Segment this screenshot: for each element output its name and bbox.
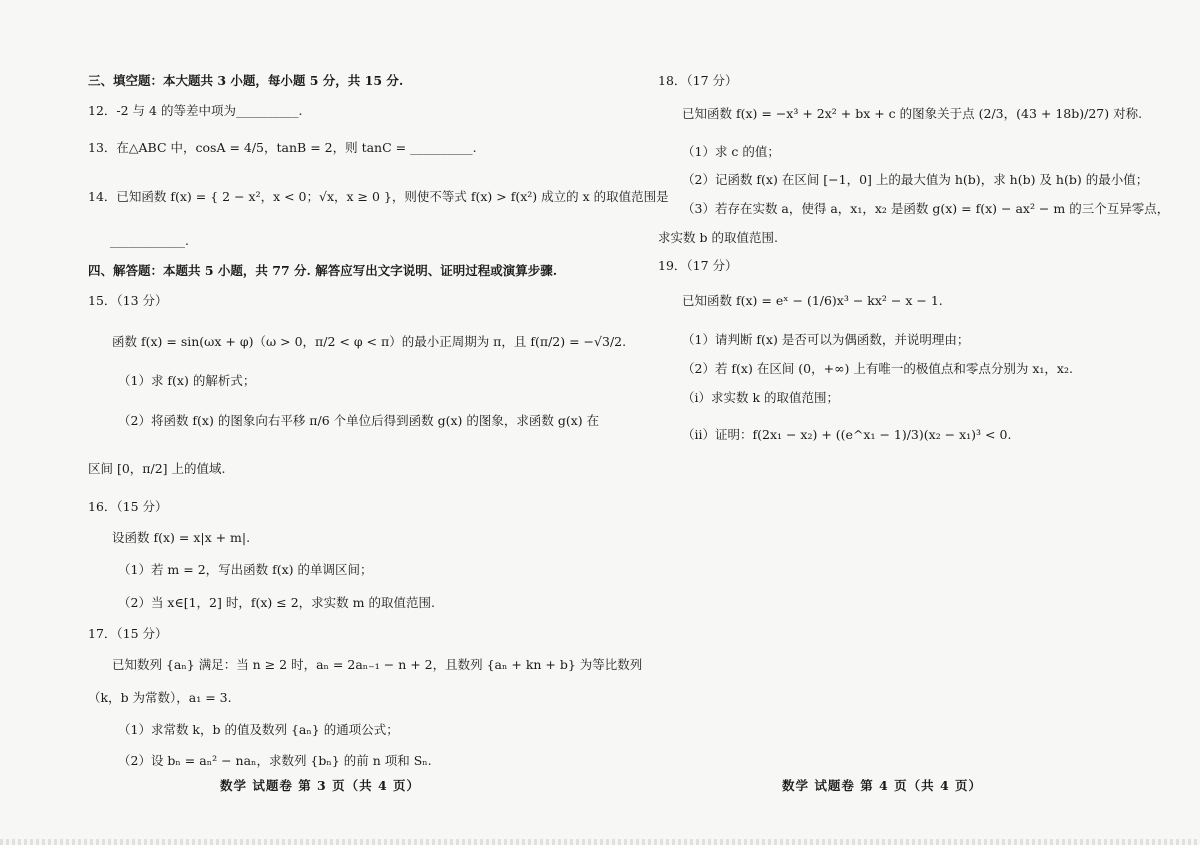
page-4-line: （i）求实数 k 的取值范围； xyxy=(682,390,840,405)
page-4-line: （1）求 c 的值； xyxy=(682,144,780,159)
page-4-line: 已知函数 f(x) = eˣ − (1/6)x³ − kx² − x − 1. xyxy=(682,293,943,308)
page-3-line: 三、填空题：本大题共 3 小题，每小题 5 分，共 15 分. xyxy=(88,73,404,88)
page-4-line: 求实数 b 的取值范围. xyxy=(658,230,778,245)
page-3-line: （2）设 bₙ = aₙ² − naₙ，求数列 {bₙ} 的前 n 项和 Sₙ. xyxy=(118,753,432,768)
page-3-line: （k，b 为常数），a₁ = 3. xyxy=(88,690,232,705)
page-4-footer: 数学 试题卷 第 4 页（共 4 页） xyxy=(782,778,983,793)
page-4-line: 已知函数 f(x) = −x³ + 2x² + bx + c 的图象关于点 (2/3，(43 + 18b)/27) 对称. xyxy=(682,106,1143,121)
page-3-line: 13．在△ABC 中，cosA = 4/5，tanB = 2，则 tanC = __________. xyxy=(88,140,477,155)
page-3-line: 15．（13 分） xyxy=(88,293,168,308)
page-3-line: 14．已知函数 f(x) = { 2 − x²，x < 0；√x，x ≥ 0 }，则使不等式 f(x) > f(x²) 成立的 x 的取值范围是 xyxy=(88,189,669,204)
page-3-line: 设函数 f(x) = x|x + m|. xyxy=(112,530,251,545)
page-3-line: 四、解答题：本题共 5 小题，共 77 分. 解答应写出文字说明、证明过程或演算步骤. xyxy=(88,263,558,278)
scan-edge-artifact xyxy=(0,839,1200,845)
page-3-line: 17．（15 分） xyxy=(88,626,168,641)
page-4-line: （2）记函数 f(x) 在区间 [−1，0] 上的最大值为 h(b)，求 h(b) 及 h(b) 的最小值； xyxy=(682,172,1149,187)
page-3-line: 12．-2 与 4 的等差中项为__________. xyxy=(88,103,303,118)
page-4-line: （3）若存在实数 a，使得 a，x₁，x₂ 是函数 g(x) = f(x) − ax² − m 的三个互异零点， xyxy=(682,201,1170,216)
page-3-line: 已知数列 {aₙ} 满足：当 n ≥ 2 时，aₙ = 2aₙ₋₁ − n + 2，且数列 {aₙ + kn + b} 为等比数列 xyxy=(112,657,643,672)
page-4-line: 19．（17 分） xyxy=(658,258,738,273)
page-4-line: （ii）证明：f(2x₁ − x₂) + ((e^x₁ − 1)/3)(x₂ − x₁)³ < 0. xyxy=(682,427,1012,442)
page-3-footer: 数学 试题卷 第 3 页（共 4 页） xyxy=(220,778,421,793)
page-3-line: ____________. xyxy=(110,233,189,248)
page-4-line: 18．（17 分） xyxy=(658,73,738,88)
page-3-line: 区间 [0，π/2] 上的值域. xyxy=(88,461,226,476)
page-3-line: （1）求 f(x) 的解析式； xyxy=(118,373,256,388)
page-3-line: 16．（15 分） xyxy=(88,499,168,514)
page-3-line: （2）当 x∈[1，2] 时，f(x) ≤ 2，求实数 m 的取值范围. xyxy=(118,595,435,610)
page-4-line: （2）若 f(x) 在区间 (0，+∞) 上有唯一的极值点和零点分别为 x₁，x₂. xyxy=(682,361,1073,376)
page-3-line: 函数 f(x) = sin(ωx + φ)（ω > 0，π/2 < φ < π）的最小正周期为 π，且 f(π/2) = −√3/2. xyxy=(112,334,627,349)
page-3-line: （1）求常数 k，b 的值及数列 {aₙ} 的通项公式； xyxy=(118,722,399,737)
page-3-line: （2）将函数 f(x) 的图象向右平移 π/6 个单位后得到函数 g(x) 的图象，求函数 g(x) 在 xyxy=(118,413,600,428)
exam-page-4 xyxy=(600,0,1200,845)
page-4-line: （1）请判断 f(x) 是否可以为偶函数，并说明理由； xyxy=(682,332,970,347)
page-3-line: （1）若 m = 2，写出函数 f(x) 的单调区间； xyxy=(118,562,373,577)
